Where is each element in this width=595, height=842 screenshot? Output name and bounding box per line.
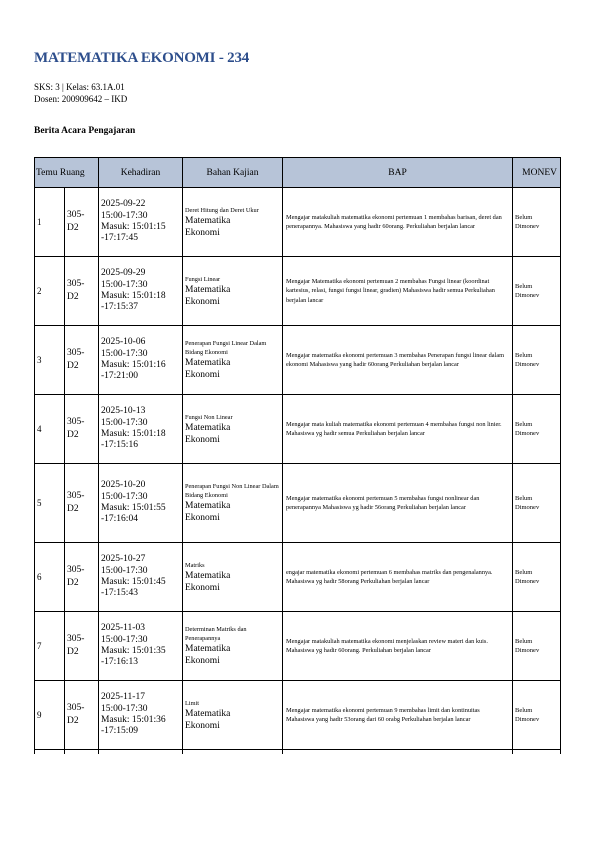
- cell-ruang: [65, 395, 99, 464]
- kehadiran-date: 2025-11-17: [101, 692, 145, 703]
- bahan-topic: Determinan Matriks dan Penerapannya: [185, 626, 247, 642]
- cell-monev: [513, 464, 561, 543]
- bahan-course-line-2: Ekonomi: [185, 513, 220, 523]
- header-monev: MONEV: [513, 158, 561, 188]
- cell-temu: 5: [35, 464, 65, 543]
- cell-temu: 1: [35, 188, 65, 257]
- table-row: [35, 612, 561, 681]
- cell-kehadiran: [99, 612, 183, 681]
- cell-kehadiran: [99, 188, 183, 257]
- kehadiran-masuk: Masuk: 15:01:15: [101, 222, 166, 232]
- cell-monev: [513, 612, 561, 681]
- bahan-course-line-1: Matematika: [185, 358, 231, 368]
- cell-ruang: [65, 464, 99, 543]
- bahan-course-line-2: Ekonomi: [185, 656, 220, 666]
- lecturer-info: Dosen: 200909642 – IKD: [34, 94, 128, 104]
- bahan-course-line-2: Ekonomi: [185, 370, 220, 380]
- table-row: [35, 395, 561, 464]
- cell-temu: 9: [35, 681, 65, 750]
- bahan-course-line-2: Ekonomi: [185, 227, 220, 238]
- cell-bahan-kajian: [183, 464, 283, 543]
- bahan-course-line-1: Matematika: [185, 215, 231, 226]
- kehadiran-keluar: -17:15:37: [101, 302, 138, 313]
- kehadiran-keluar: -17:15:16: [101, 440, 138, 451]
- table-row: [35, 326, 561, 395]
- bahan-course-line-2: Ekonomi: [185, 582, 220, 593]
- ruang-line-2: D2: [67, 292, 79, 302]
- monev-line-2: Dimonev: [515, 504, 540, 511]
- kehadiran-keluar: -17:17:45: [101, 233, 138, 244]
- ruang-line-2: D2: [67, 223, 79, 233]
- ruang-line-2: D2: [67, 716, 79, 726]
- ruang-line-1: 305-: [67, 279, 85, 289]
- table-header-row: [35, 158, 561, 188]
- cell-bahan-kajian: [183, 188, 283, 257]
- kehadiran-date: 2025-10-20: [101, 480, 146, 491]
- monev-line-2: Dimonev: [515, 716, 540, 723]
- ruang-line-1: 305-: [67, 417, 85, 427]
- cell-ruang: [65, 681, 99, 750]
- kehadiran-masuk: Masuk: 15:01:16: [101, 360, 166, 370]
- kehadiran-masuk: Masuk: 15:01:36: [101, 715, 166, 725]
- cell-monev: [513, 543, 561, 612]
- cell-temu: 6: [35, 543, 65, 612]
- kehadiran-time: 15:00-17:30: [101, 348, 148, 359]
- cell-bap: Mengajar matakuliah matematika ekonomi menjelaskan review materi dan kuis. Mahasiswa yg hadir 60orang. Perkuliahan berjalan lancar: [283, 612, 513, 681]
- cell-monev: [513, 395, 561, 464]
- bahan-course-line-1: Matematika: [185, 570, 231, 581]
- monev-line-1: Belum: [515, 569, 533, 576]
- kehadiran-date: 2025-09-22: [101, 199, 146, 210]
- cell-ruang: [65, 188, 99, 257]
- monev-line-1: Belum: [515, 352, 533, 359]
- ruang-line-1: 305-: [67, 703, 85, 713]
- monev-line-2: Dimonev: [515, 430, 540, 437]
- cell-monev: [513, 326, 561, 395]
- cell-kehadiran: [99, 257, 183, 326]
- header-temu-ruang: [35, 158, 99, 188]
- kehadiran-masuk: Masuk: 15:01:18: [101, 291, 166, 301]
- bahan-topic: Deret Hitung dan Deret Ukur: [185, 206, 259, 214]
- monev-line-1: Belum: [515, 214, 533, 221]
- kehadiran-keluar: -17:15:09: [101, 726, 138, 737]
- cell-ruang: [65, 257, 99, 326]
- table-row: [35, 681, 561, 750]
- table-row: [35, 257, 561, 326]
- page-title: MATEMATIKA EKONOMI - 234: [34, 50, 250, 66]
- cell-ruang: [65, 326, 99, 395]
- kehadiran-date: 2025-10-06: [101, 337, 146, 348]
- cell-bap: Mengajar Matematika ekonomi pertemuan 2 membahas Fungsi linear (koordinat kartesius, relasi, fungsi fungsi linear, gradien) Mahasiswa hadir semua Perkuliahan berjalan lancar: [283, 257, 513, 326]
- cell-temu: 3: [35, 326, 65, 395]
- section-title: Berita Acara Pengajaran: [34, 126, 136, 136]
- bahan-topic: Fungsi Linear: [185, 275, 221, 283]
- kehadiran-masuk: Masuk: 15:01:35: [101, 646, 166, 656]
- ruang-line-1: 305-: [67, 491, 85, 501]
- kehadiran-keluar: -17:16:13: [101, 657, 138, 668]
- kehadiran-masuk: Masuk: 15:01:45: [101, 577, 166, 587]
- kehadiran-keluar: -17:16:04: [101, 514, 138, 525]
- cell-temu: 7: [35, 612, 65, 681]
- monev-line-2: Dimonev: [515, 223, 540, 230]
- ruang-line-1: 305-: [67, 348, 85, 358]
- kehadiran-time: 15:00-17:30: [101, 565, 148, 576]
- bahan-topic: Limit: [185, 699, 199, 707]
- ruang-line-2: D2: [67, 647, 79, 657]
- cell-kehadiran: [99, 543, 183, 612]
- ruang-line-2: D2: [67, 361, 79, 371]
- course-info: SKS: 3 | Kelas: 63.1A.01: [34, 82, 125, 92]
- header-bap: BAP: [283, 158, 513, 188]
- bahan-course-line-1: Matematika: [185, 501, 231, 511]
- monev-line-2: Dimonev: [515, 292, 540, 299]
- cell-bahan-kajian: [183, 612, 283, 681]
- cell-monev: [513, 257, 561, 326]
- cell-bahan-kajian: [183, 326, 283, 395]
- cell-bahan-kajian: [183, 543, 283, 612]
- kehadiran-date: 2025-10-13: [101, 406, 146, 417]
- cell-bahan-kajian: [183, 257, 283, 326]
- kehadiran-time: 15:00-17:30: [101, 210, 148, 221]
- monev-line-2: Dimonev: [515, 361, 540, 368]
- kehadiran-time: 15:00-17:30: [101, 279, 148, 290]
- bahan-course-line-2: Ekonomi: [185, 296, 220, 307]
- kehadiran-time: 15:00-17:30: [101, 703, 148, 714]
- header-kehadiran: Kehadiran: [99, 158, 183, 188]
- monev-line-1: Belum: [515, 495, 533, 502]
- kehadiran-time: 15:00-17:30: [101, 417, 148, 428]
- kehadiran-masuk: Masuk: 15:01:18: [101, 429, 166, 439]
- ruang-line-2: D2: [67, 578, 79, 588]
- bahan-course-line-1: Matematika: [185, 708, 231, 719]
- cell-bahan-kajian: [183, 681, 283, 750]
- kehadiran-date: 2025-11-03: [101, 623, 145, 634]
- ruang-line-2: D2: [67, 430, 79, 440]
- monev-line-1: Belum: [515, 638, 533, 645]
- table-row: [35, 543, 561, 612]
- header-ruang: Ruang: [59, 167, 85, 178]
- monev-line-1: Belum: [515, 421, 533, 428]
- bahan-topic: Matriks: [185, 561, 205, 569]
- monev-line-1: Belum: [515, 707, 533, 714]
- ruang-line-1: 305-: [67, 565, 85, 575]
- cell-kehadiran: [99, 326, 183, 395]
- kehadiran-date: 2025-09-29: [101, 268, 146, 279]
- kehadiran-time: 15:00-17:30: [101, 634, 148, 645]
- kehadiran-keluar: -17:15:43: [101, 588, 138, 599]
- kehadiran-masuk: Masuk: 15:01:55: [101, 503, 166, 513]
- header-temu: Temu: [36, 167, 58, 178]
- cell-bap: Mengajar matematika ekonomi pertemuan 9 membahas limit dan kontinuitas Mahasiswa yang hadir 53orang dari 60 orabg Perkuliahan berjalan lancar: [283, 681, 513, 750]
- cell-bap: Mengajar matematika ekonomi pertemuan 3 membahas Penerapan fungsi linear dalam ekonomi Mahasiswa yang hadir 60orang Perkuliahan berjalan lancar: [283, 326, 513, 395]
- bahan-course-line-2: Ekonomi: [185, 434, 220, 445]
- cell-bap: engajar matematika ekonomi pertemuan 6 membahas matriks dan pengenalannya. Mahasiswa yg hadir 58orang Perkuliahan berjalan lancar: [283, 543, 513, 612]
- monev-line-2: Dimonev: [515, 647, 540, 654]
- bahan-course-line-1: Matematika: [185, 644, 231, 654]
- header-bahan-kajian: Bahan Kajian: [183, 158, 283, 188]
- ruang-line-1: 305-: [67, 634, 85, 644]
- bahan-course-line-2: Ekonomi: [185, 720, 220, 731]
- kehadiran-date: 2025-10-27: [101, 554, 146, 565]
- cell-kehadiran: [99, 464, 183, 543]
- cell-temu: 2: [35, 257, 65, 326]
- cell-bap: Mengajar matematika ekonomi pertemuan 5 membahas fungsi nonlinear dan penerapannya Mahasiswa yg hadir 56orang Perkuliahan berjalan lancar: [283, 464, 513, 543]
- ruang-line-2: D2: [67, 504, 79, 514]
- ruang-line-1: 305-: [67, 210, 85, 220]
- bahan-topic: Fungsi Non Linear: [185, 413, 233, 421]
- cell-monev: [513, 681, 561, 750]
- cell-bap: Mengajar mata kuliah matematika ekonomi pertemuan 4 membahas fungsi non linier. Mahasiswa yg hadir semua Perkuliahan berjalan lancar: [283, 395, 513, 464]
- cell-bahan-kajian: [183, 395, 283, 464]
- monev-line-2: Dimonev: [515, 578, 540, 585]
- kehadiran-time: 15:00-17:30: [101, 491, 148, 502]
- bahan-course-line-1: Matematika: [185, 284, 231, 295]
- cell-ruang: [65, 543, 99, 612]
- bahan-topic: Penerapan Fungsi Non Linear Dalam Bidang Ekonomi: [185, 483, 279, 499]
- cell-bap: Mengajar matakuliah matematika ekonomi pertemuan 1 membahas barisan, deret dan penerapannya. Mahasiswa yang hadir 60orang. Perkuliahan berjalan lancar: [283, 188, 513, 257]
- monev-line-1: Belum: [515, 283, 533, 290]
- cell-monev: [513, 188, 561, 257]
- kehadiran-keluar: -17:21:00: [101, 371, 138, 382]
- table-row: [35, 464, 561, 543]
- bahan-topic: Penerapan Fungsi Linear Dalam Bidang Ekonomi: [185, 340, 267, 356]
- cell-temu: 4: [35, 395, 65, 464]
- cell-kehadiran: [99, 681, 183, 750]
- table-row-partial: [35, 750, 561, 755]
- cell-kehadiran: [99, 395, 183, 464]
- bahan-course-line-1: Matematika: [185, 422, 231, 433]
- cell-ruang: [65, 612, 99, 681]
- bap-table: [34, 157, 561, 754]
- table-row: [35, 188, 561, 257]
